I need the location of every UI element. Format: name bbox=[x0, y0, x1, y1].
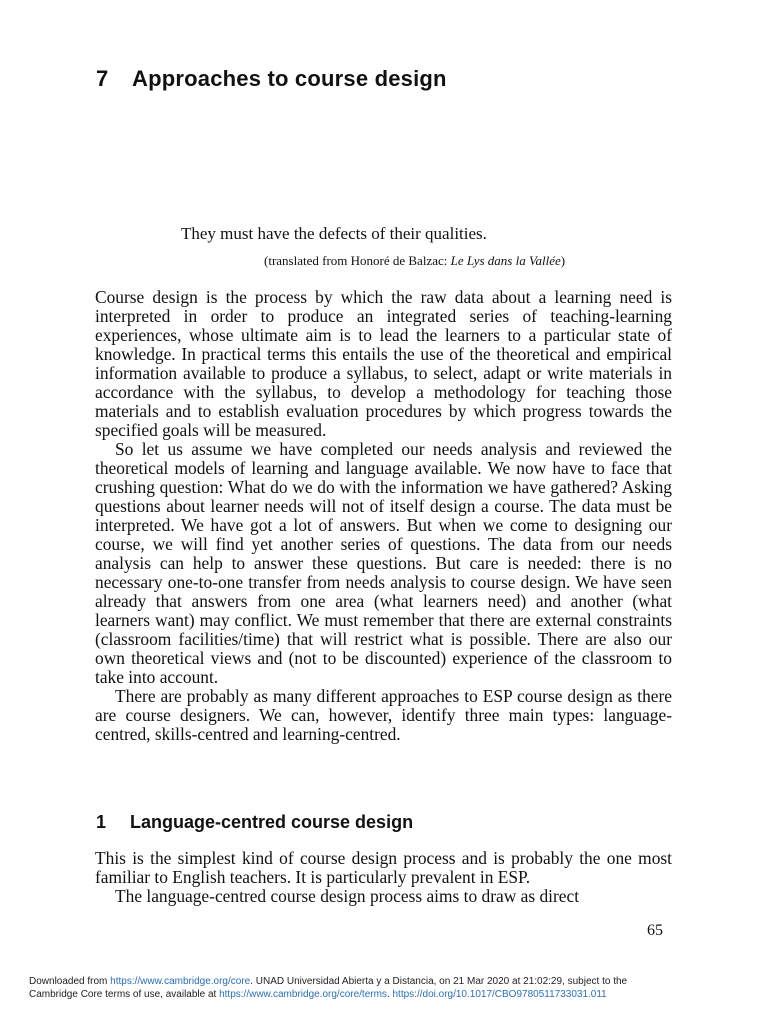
download-footer bbox=[29, 975, 749, 1001]
intro-paragraph: There are probably as many different approaches to ESP course design as there are course designers. We can, however, identify three main types: language-centred, skills-centred and learning-centred. bbox=[95, 686, 672, 744]
doi-link[interactable]: https://doi.org/10.1017/CBO9780511733031.011 bbox=[392, 989, 607, 1000]
footer-line-2 bbox=[29, 988, 749, 1001]
intro-body bbox=[95, 288, 672, 744]
footer-text: Downloaded from bbox=[29, 976, 111, 987]
attribution-prefix: (translated from Honoré de Balzac: bbox=[264, 253, 448, 268]
section-body bbox=[95, 849, 672, 906]
page-number: 65 bbox=[647, 922, 663, 939]
footer-text: . bbox=[386, 989, 393, 1000]
epigraph-quote: They must have the defects of their qualities. bbox=[181, 224, 487, 243]
section-number: 1 bbox=[96, 812, 107, 832]
epigraph-attribution bbox=[264, 253, 565, 269]
section-paragraph: This is the simplest kind of course design process and is probably the one most familiar to English teachers. It is particularly prevalent in ESP. bbox=[95, 848, 672, 887]
attribution-work-title: Le Lys dans la Vallée bbox=[450, 253, 561, 268]
section-paragraph: The language-centred course design process aims to draw as direct bbox=[115, 886, 580, 906]
chapter-title: Approaches to course design bbox=[132, 66, 447, 91]
attribution-suffix: ) bbox=[560, 253, 566, 268]
intro-paragraph: So let us assume we have completed our needs analysis and reviewed the theoretical models of learning and language available. We now have to face that crushing question: What do we do with the information we have gathered? Asking questions about learner needs will not of itself design a course. The data must be interpreted. We have got a lot of answers. But when we come to designing our course, we will find yet another series of questions. The data from our needs analysis can help to answer these questions. But care is needed: there is no necessary one-to-one transfer from needs analysis to course design. We have seen already that answers from one area (what learners need) and another (what learners want) may conflict. We must remember that there are external constraints (classroom facilities/time) that will restrict what is possible. There are also our own theoretical views and (not to be discounted) experience of the classroom to take into account. bbox=[95, 439, 672, 687]
footer-line-1 bbox=[29, 975, 749, 988]
cambridge-core-link[interactable]: https://www.cambridge.org/core bbox=[110, 976, 251, 987]
chapter-heading bbox=[96, 66, 447, 92]
footer-text: . UNAD Universidad Abierta y a Distancia, on 21 Mar 2020 at 21:02:29, subject to the bbox=[250, 976, 628, 987]
chapter-number: 7 bbox=[96, 66, 109, 91]
footer-text: Cambridge Core terms of use, available at bbox=[29, 989, 220, 1000]
intro-paragraph: Course design is the process by which the raw data about a learning need is interpreted in order to produce an integrated series of teaching-learning experiences, whose ultimate aim is to lead the learners to a particular state of knowledge. In practical terms this entails the use of the theoretical and empirical information available to produce a syllabus, to select, adapt or write materials in accordance with the syllabus, to develop a methodology for teaching those materials and to establish evaluation procedures by which progress towards the specified goals will be measured. bbox=[95, 287, 672, 440]
section-heading bbox=[96, 812, 413, 833]
section-title: Language-centred course design bbox=[130, 812, 414, 832]
terms-link[interactable]: https://www.cambridge.org/core/terms bbox=[219, 989, 387, 1000]
